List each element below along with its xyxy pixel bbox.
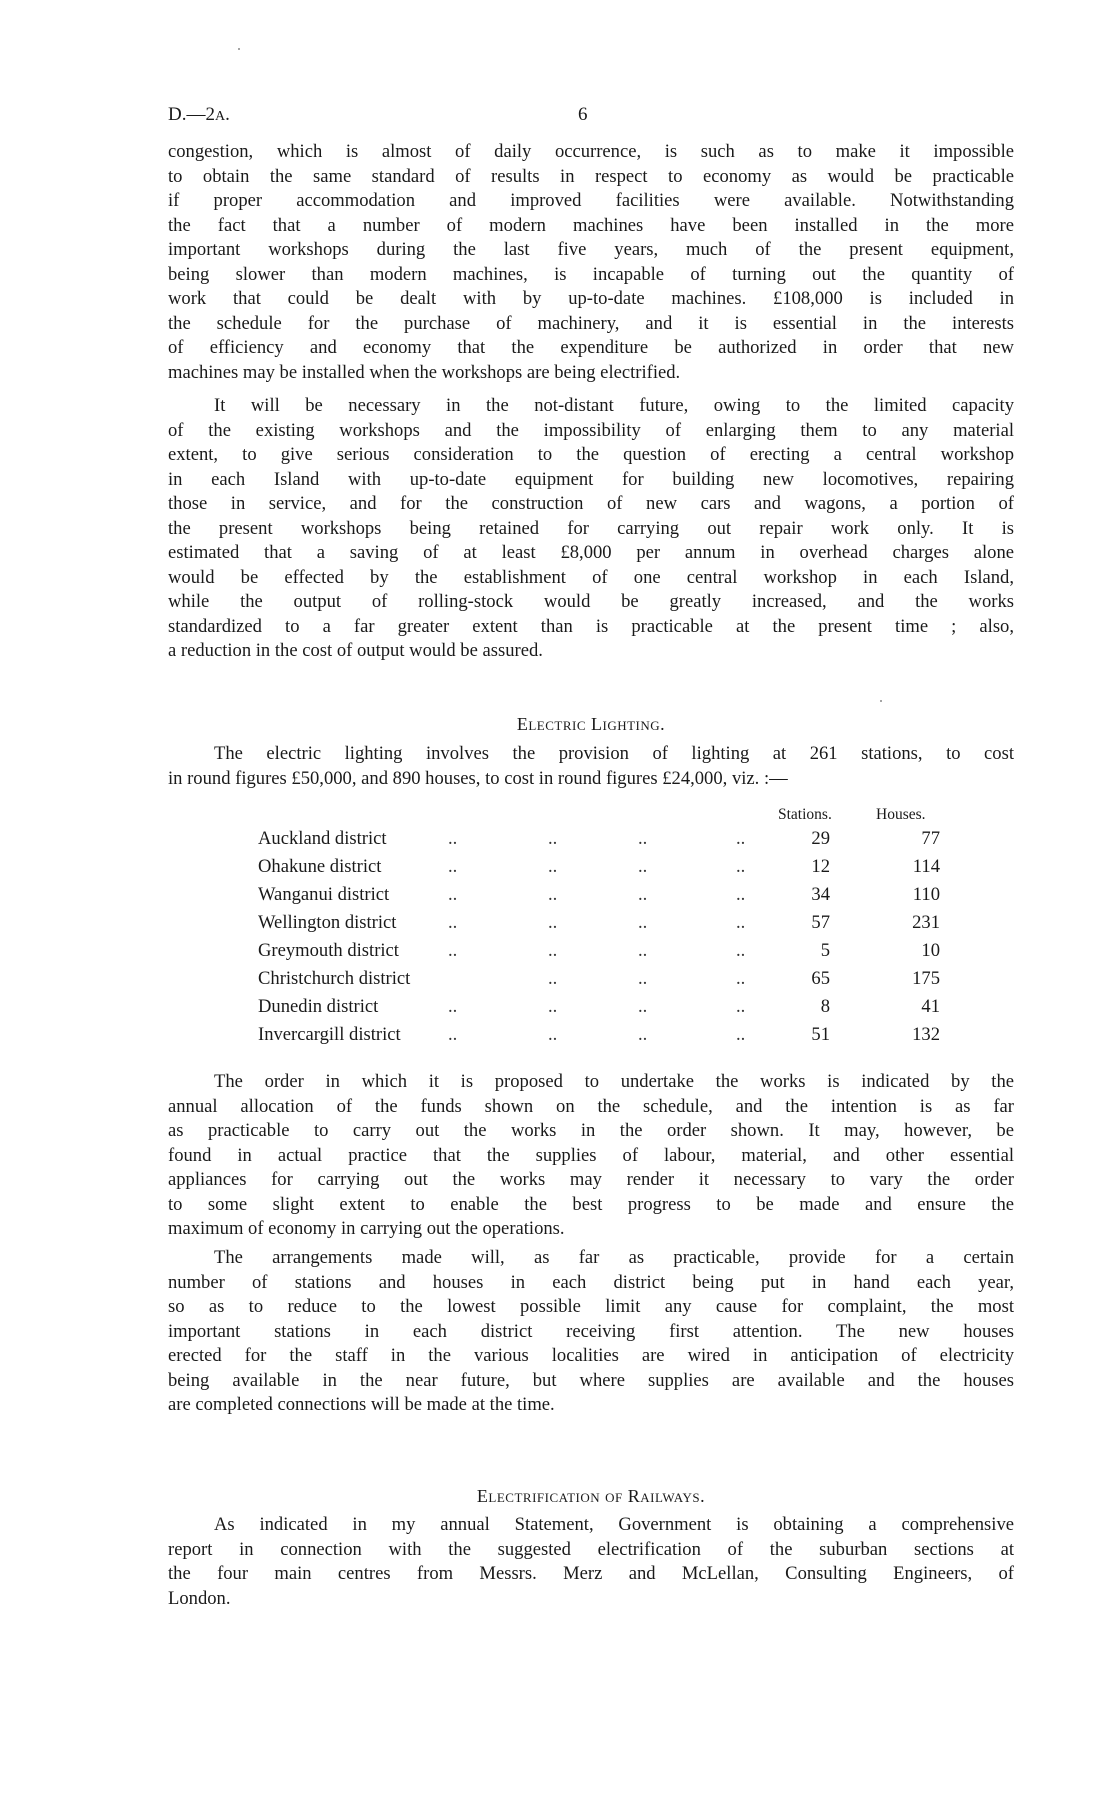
dot-leader: .. [548, 884, 558, 905]
houses-count: 175 [912, 968, 940, 989]
text-line: work that could be dealt with by up-to-date machines. £108,000 is included in [168, 288, 1014, 309]
text-line: standardized to a far greater extent than is practicable at the present time ; also, [168, 615, 1014, 637]
ref-suffix: A [214, 109, 226, 124]
dot-leader: .. [736, 968, 746, 989]
table-row [258, 828, 958, 856]
text-line: being available in the near future, but where supplies are available and the houses [168, 1369, 1014, 1391]
district-name: Greymouth district [258, 940, 399, 961]
text-line: of the existing workshops and the impossibility of enlarging them to any material [168, 419, 1014, 441]
text-line: It will be necessary in the not-distant future, owing to the limited capacity [214, 395, 1014, 416]
stations-count: 29 [811, 828, 830, 849]
houses-count: 114 [912, 856, 940, 877]
scan-speck [238, 48, 240, 50]
text-line: while the output of rolling-stock would be greatly increased, and the works [168, 591, 1014, 612]
dot-leader: .. [638, 940, 648, 961]
stations-count: 8 [820, 996, 830, 1017]
stations-count: 34 [811, 884, 830, 905]
table-row [258, 940, 958, 968]
text-line: being slower than modern machines, is incapable of turning out the quantity of [168, 263, 1014, 285]
table-row [258, 884, 958, 912]
dot-leader: .. [638, 1024, 648, 1045]
stations-count: 57 [811, 912, 830, 933]
text-line: The arrangements made will, as far as practicable, provide for a certain [214, 1247, 1014, 1268]
dot-leader: .. [638, 968, 648, 989]
dot-leader: .. [736, 912, 746, 933]
text-line: As indicated in my annual Statement, Government is obtaining a comprehensive [214, 1514, 1014, 1535]
ref-end: . [225, 104, 230, 125]
dot-leader: .. [548, 996, 558, 1017]
dot-leader: .. [448, 856, 458, 877]
dot-leader: .. [448, 828, 458, 849]
stations-count: 65 [811, 968, 830, 989]
table-row [258, 996, 958, 1024]
text-line: number of stations and houses in each district being put in hand each year, [168, 1271, 1014, 1293]
dot-leader: .. [448, 996, 458, 1017]
district-name: Ohakune district [258, 856, 382, 877]
dot-leader: .. [448, 940, 458, 961]
scan-speck [880, 700, 882, 702]
text-line: to some slight extent to enable the best progress to be made and ensure the [168, 1193, 1014, 1215]
paragraph-order-of-works [168, 1070, 1014, 1242]
text-line: important workshops during the last five years, much of the present equipment, [168, 239, 1014, 260]
district-name: Christchurch district [258, 968, 411, 989]
dot-leader: .. [548, 940, 558, 961]
district-name: Wanganui district [258, 884, 390, 905]
column-header-houses: Houses. [876, 806, 926, 823]
dot-leader: .. [736, 1024, 746, 1045]
houses-count: 41 [921, 996, 940, 1017]
text-line: the present workshops being retained for carrying out repair work only. It is [168, 517, 1014, 539]
dot-leader: .. [638, 912, 648, 933]
dot-leader: .. [448, 1024, 458, 1045]
text-line: extent, to give serious consideration to the question of erecting a central workshop [168, 444, 1014, 465]
text-line: machines may be installed when the workshops are being electrified. [168, 361, 681, 383]
ref-prefix: D.—2 [168, 104, 215, 125]
paragraph-congestion [168, 140, 1014, 385]
stations-count: 51 [811, 1024, 830, 1045]
stations-count: 12 [811, 856, 830, 877]
table-row [258, 1024, 958, 1052]
text-line: the four main centres from Messrs. Merz and McLellan, Consulting Engineers, of [168, 1563, 1014, 1584]
text-line: those in service, and for the construction of new cars and wagons, a portion of [168, 493, 1014, 514]
houses-count: 10 [921, 940, 940, 961]
dot-leader: .. [638, 884, 648, 905]
column-header-stations: Stations. [778, 806, 832, 823]
page-header [168, 104, 1014, 128]
table-row [258, 856, 958, 884]
text-line: annual allocation of the funds shown on the schedule, and the intention is as far [168, 1095, 1014, 1117]
text-line: a reduction in the cost of output would be assured. [168, 640, 543, 661]
text-line: estimated that a saving of at least £8,000 per annum in overhead charges alone [168, 542, 1014, 563]
dot-leader: .. [736, 856, 746, 877]
text-line: in each Island with up-to-date equipment for building new locomotives, repairing [168, 468, 1014, 490]
text-line: The electric lighting involves the provision of lighting at 261 stations, to cost [214, 743, 1014, 764]
text-line: London. [168, 1587, 231, 1609]
district-name: Wellington district [258, 912, 397, 933]
district-name: Auckland district [258, 828, 387, 849]
page-number: 6 [578, 104, 588, 125]
dot-leader: .. [448, 912, 458, 933]
district-name: Invercargill district [258, 1024, 401, 1045]
text-line: to obtain the same standard of results in respect to economy as would be practicable [168, 165, 1014, 187]
dot-leader: .. [638, 828, 648, 849]
dot-leader: .. [638, 996, 648, 1017]
dot-leader: .. [548, 828, 558, 849]
text-line: would be effected by the establishment of one central workshop in each Island, [168, 566, 1014, 588]
text-line: important stations in each district receiving first attention. The new houses [168, 1320, 1014, 1342]
houses-count: 77 [921, 828, 940, 849]
text-line: if proper accommodation and improved facilities were available. Notwithstanding [168, 190, 1014, 211]
text-line: report in connection with the suggested electrification of the suburban sections at [168, 1538, 1014, 1560]
section-heading-electric-lighting: Electric Lighting. [516, 714, 666, 734]
houses-count: 231 [912, 912, 940, 933]
text-line: The order in which it is proposed to undertake the works is indicated by the [214, 1071, 1014, 1092]
table-row [258, 912, 958, 940]
text-line: in round figures £50,000, and 890 houses, to cost in round figures £24,000, viz. :— [168, 767, 788, 789]
dot-leader: .. [548, 1024, 558, 1045]
dot-leader: .. [736, 884, 746, 905]
houses-count: 132 [912, 1024, 940, 1045]
paragraph-electric-lighting [168, 742, 1014, 791]
dot-leader: .. [548, 968, 558, 989]
dot-leader: .. [548, 912, 558, 933]
text-line: erected for the staff in the various localities are wired in anticipation of electricity [168, 1345, 1014, 1366]
paragraph-central-workshop [168, 394, 1014, 664]
table-row [258, 968, 958, 996]
document-reference [168, 104, 230, 126]
district-table [258, 806, 958, 1052]
dot-leader: .. [736, 940, 746, 961]
section-heading-electrification: Electrification of Railways. [476, 1486, 706, 1506]
text-line: so as to reduce to the lowest possible limit any cause for complaint, the most [168, 1296, 1014, 1317]
dot-leader: .. [736, 996, 746, 1017]
dot-leader: .. [448, 884, 458, 905]
houses-count: 110 [912, 884, 940, 905]
dot-leader: .. [736, 828, 746, 849]
text-line: maximum of economy in carrying out the operations. [168, 1218, 565, 1239]
paragraph-electrification [168, 1513, 1014, 1611]
stations-count: 5 [820, 940, 830, 961]
text-line: as practicable to carry out the works in the order shown. It may, however, be [168, 1120, 1014, 1141]
text-line: appliances for carrying out the works may render it necessary to vary the order [168, 1169, 1014, 1190]
table-body [258, 828, 958, 1052]
text-line: the fact that a number of modern machines have been installed in the more [168, 214, 1014, 236]
text-line: of efficiency and economy that the expenditure be authorized in order that new [168, 337, 1014, 358]
dot-leader: .. [548, 856, 558, 877]
text-line: the schedule for the purchase of machinery, and it is essential in the interests [168, 312, 1014, 334]
text-line: congestion, which is almost of daily occurrence, is such as to make it impossible [168, 141, 1014, 162]
dot-leader: .. [638, 856, 648, 877]
paragraph-arrangements [168, 1246, 1014, 1418]
district-name: Dunedin district [258, 996, 379, 1017]
text-line: found in actual practice that the supplies of labour, material, and other essential [168, 1144, 1014, 1166]
text-line: are completed connections will be made at the time. [168, 1394, 555, 1415]
table-header [258, 806, 958, 828]
